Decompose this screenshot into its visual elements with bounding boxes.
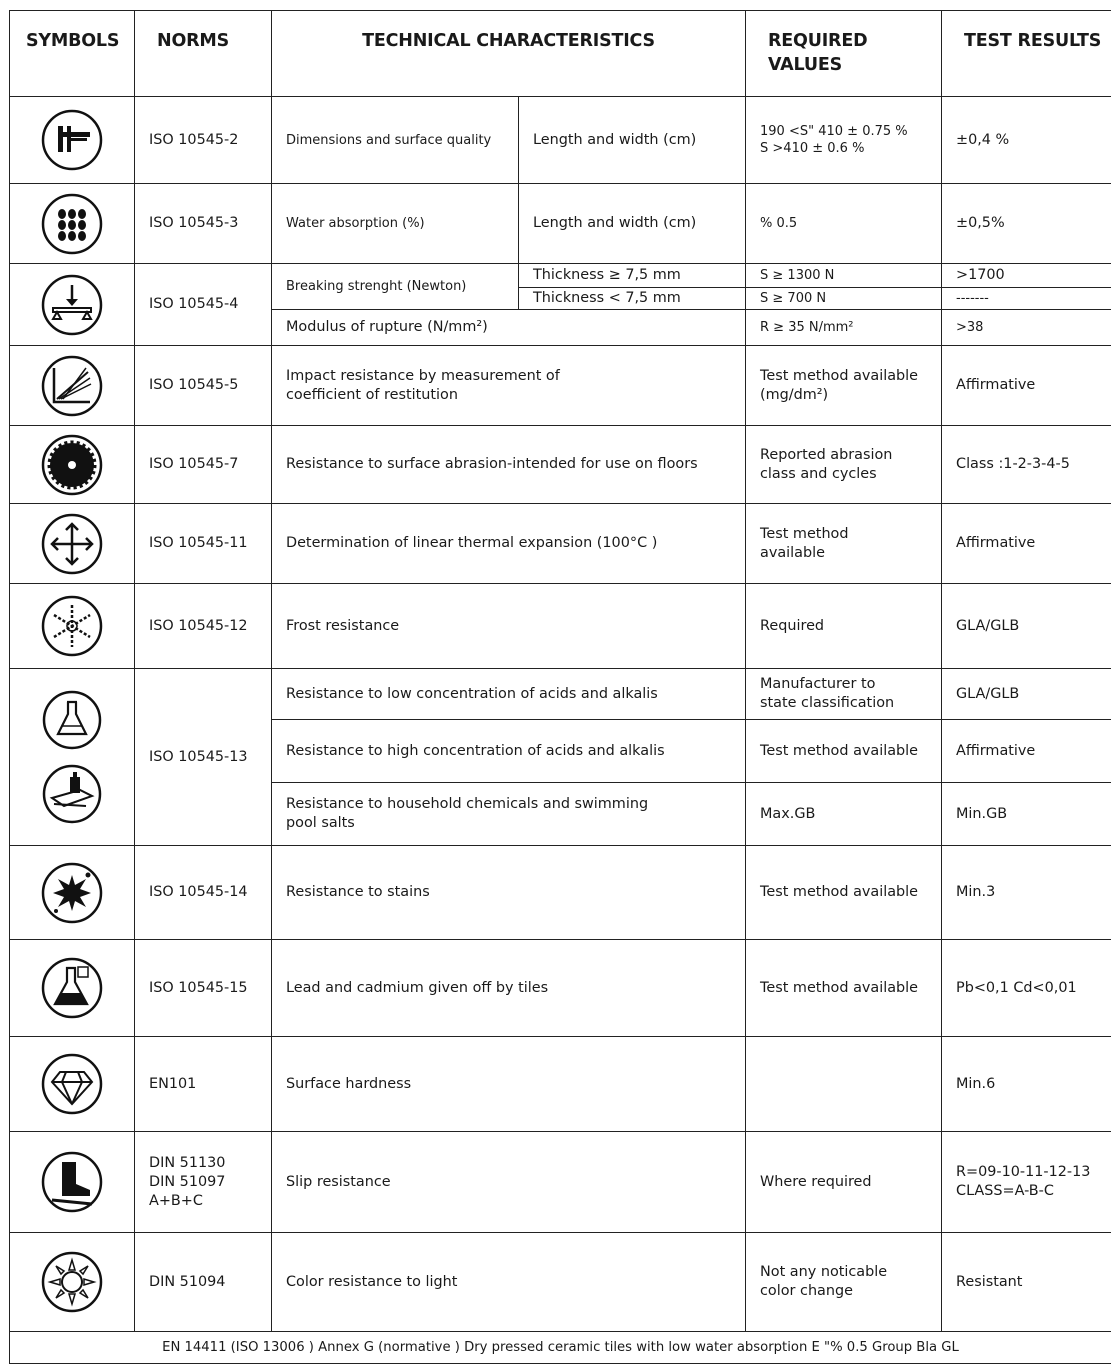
characteristic-cell: Impact resistance by measurement of coefficient of restitution bbox=[272, 346, 746, 426]
test-result-cell: Resistant bbox=[942, 1233, 1111, 1332]
table-row bbox=[10, 846, 1111, 940]
test-result-cell: Affirmative bbox=[942, 346, 1111, 426]
test-result-cell: Min.GB bbox=[942, 783, 1111, 846]
test-result-cell: Min.6 bbox=[942, 1037, 1111, 1132]
characteristic-cell: Resistance to low concentration of acids and alkalis bbox=[272, 669, 746, 720]
table-row bbox=[10, 669, 1111, 720]
header-test-results: TEST RESULTS bbox=[942, 11, 1111, 97]
table-row bbox=[10, 1037, 1111, 1132]
table-row bbox=[10, 426, 1111, 504]
characteristic-cell: Water absorption (%) bbox=[272, 184, 519, 264]
required-value-cell: Not any noticable color change bbox=[746, 1233, 942, 1332]
header-symbols: SYMBOLS bbox=[10, 11, 135, 97]
required-value-cell: Manufacturer to state classification bbox=[746, 669, 942, 720]
characteristic-cell: Breaking strenght (Newton) bbox=[272, 264, 519, 310]
required-value-cell: Test method available bbox=[746, 504, 942, 584]
required-value-cell: S ≥ 1300 N bbox=[746, 264, 942, 288]
expansion-arrows-icon bbox=[10, 504, 135, 584]
impact-icon bbox=[10, 346, 135, 426]
header-required-values: REQUIRED VALUES bbox=[746, 11, 942, 97]
sub-characteristic-cell: Thickness ≥ 7,5 mm bbox=[519, 264, 746, 288]
technical-characteristics-table bbox=[9, 10, 1111, 1364]
stain-splash-icon bbox=[10, 846, 135, 940]
norm-cell: ISO 10545-5 bbox=[135, 346, 272, 426]
snowflake-icon bbox=[10, 584, 135, 669]
required-value-cell: Test method available bbox=[746, 846, 942, 940]
characteristic-cell: Modulus of rupture (N/mm²) bbox=[272, 310, 746, 346]
sun-icon bbox=[10, 1233, 135, 1332]
norm-cell: ISO 10545-2 bbox=[135, 97, 272, 184]
shoe-slip-icon bbox=[10, 1132, 135, 1233]
norm-cell: ISO 10545-11 bbox=[135, 504, 272, 584]
required-value-cell: Test method available bbox=[746, 940, 942, 1037]
test-result-cell: ------- bbox=[942, 288, 1111, 310]
required-value-cell: Reported abrasion class and cycles bbox=[746, 426, 942, 504]
toxic-flask-icon bbox=[10, 940, 135, 1037]
test-result-cell: Affirmative bbox=[942, 720, 1111, 783]
test-result-cell: >38 bbox=[942, 310, 1111, 346]
table-row bbox=[10, 264, 1111, 288]
table-row bbox=[10, 184, 1111, 264]
table-row bbox=[10, 1233, 1111, 1332]
norm-cell: ISO 10545-3 bbox=[135, 184, 272, 264]
characteristic-cell: Lead and cadmium given off by tiles bbox=[272, 940, 746, 1037]
required-value-cell bbox=[746, 1037, 942, 1132]
characteristic-cell: Slip resistance bbox=[272, 1132, 746, 1233]
test-result-cell: ±0,5% bbox=[942, 184, 1111, 264]
header-norms: NORMS bbox=[135, 11, 272, 97]
test-result-cell: GLA/GLB bbox=[942, 669, 1111, 720]
characteristic-cell: Color resistance to light bbox=[272, 1233, 746, 1332]
norm-cell: ISO 10545-14 bbox=[135, 846, 272, 940]
sub-characteristic-cell: Thickness < 7,5 mm bbox=[519, 288, 746, 310]
caliper-icon bbox=[10, 97, 135, 184]
required-value-cell: S ≥ 700 N bbox=[746, 288, 942, 310]
norm-cell: ISO 10545-13 bbox=[135, 669, 272, 846]
footer-note: EN 14411 (ISO 13006 ) Annex G (normative ) Dry pressed ceramic tiles with low water absorption E "% 0.5 Group Bla GL bbox=[10, 1332, 1111, 1364]
table-row bbox=[10, 346, 1111, 426]
sub-characteristic-cell: Length and width (cm) bbox=[519, 97, 746, 184]
header-technical-characteristics: TECHNICAL CHARACTERISTICS bbox=[272, 11, 746, 97]
test-result-cell: Pb<0,1 Cd<0,01 bbox=[942, 940, 1111, 1037]
table-row bbox=[10, 504, 1111, 584]
test-result-cell: Affirmative bbox=[942, 504, 1111, 584]
water-drops-icon bbox=[10, 184, 135, 264]
diamond-icon bbox=[10, 1037, 135, 1132]
characteristic-cell: Dimensions and surface quality bbox=[272, 97, 519, 184]
characteristic-cell: Resistance to surface abrasion-intended for use on floors bbox=[272, 426, 746, 504]
norm-cell: DIN 51094 bbox=[135, 1233, 272, 1332]
required-value-cell: R ≥ 35 N/mm² bbox=[746, 310, 942, 346]
norm-cell: ISO 10545-7 bbox=[135, 426, 272, 504]
required-value-cell: Max.GB bbox=[746, 783, 942, 846]
norm-cell: ISO 10545-4 bbox=[135, 264, 272, 346]
characteristic-cell: Resistance to high concentration of acids and alkalis bbox=[272, 720, 746, 783]
household-chemicals-icon bbox=[44, 766, 100, 822]
required-value-cell: Test method available bbox=[746, 720, 942, 783]
characteristic-cell: Determination of linear thermal expansion (100°C ) bbox=[272, 504, 746, 584]
characteristic-cell: Frost resistance bbox=[272, 584, 746, 669]
characteristic-cell: Resistance to stains bbox=[272, 846, 746, 940]
table-row bbox=[10, 97, 1111, 184]
required-value-cell: % 0.5 bbox=[746, 184, 942, 264]
flask-icon bbox=[44, 692, 100, 748]
table-row bbox=[10, 584, 1111, 669]
norm-cell: ISO 10545-12 bbox=[135, 584, 272, 669]
sub-characteristic-cell: Length and width (cm) bbox=[519, 184, 746, 264]
norm-cell: EN101 bbox=[135, 1037, 272, 1132]
footer-row bbox=[10, 1332, 1111, 1364]
test-result-cell: ±0,4 % bbox=[942, 97, 1111, 184]
test-result-cell: >1700 bbox=[942, 264, 1111, 288]
characteristic-cell: Surface hardness bbox=[272, 1037, 746, 1132]
abrasion-wheel-icon bbox=[10, 426, 135, 504]
required-value-cell: Where required bbox=[746, 1132, 942, 1233]
required-value-cell: 190 <S" 410 ± 0.75 % S >410 ± 0.6 % bbox=[746, 97, 942, 184]
test-result-cell: Min.3 bbox=[942, 846, 1111, 940]
chemical-icons-cell bbox=[10, 669, 135, 846]
table-row bbox=[10, 1132, 1111, 1233]
norm-cell: DIN 51130 DIN 51097 A+B+C bbox=[135, 1132, 272, 1233]
table-row bbox=[10, 940, 1111, 1037]
norm-cell: ISO 10545-15 bbox=[135, 940, 272, 1037]
test-result-cell: Class :1-2-3-4-5 bbox=[942, 426, 1111, 504]
test-result-cell: GLA/GLB bbox=[942, 584, 1111, 669]
characteristic-cell: Resistance to household chemicals and swimming pool salts bbox=[272, 783, 746, 846]
test-result-cell: R=09-10-11-12-13 CLASS=A-B-C bbox=[942, 1132, 1111, 1233]
required-value-cell: Required bbox=[746, 584, 942, 669]
required-value-cell: Test method available (mg/dm²) bbox=[746, 346, 942, 426]
header-row bbox=[10, 11, 1111, 97]
load-beam-icon bbox=[10, 264, 135, 346]
